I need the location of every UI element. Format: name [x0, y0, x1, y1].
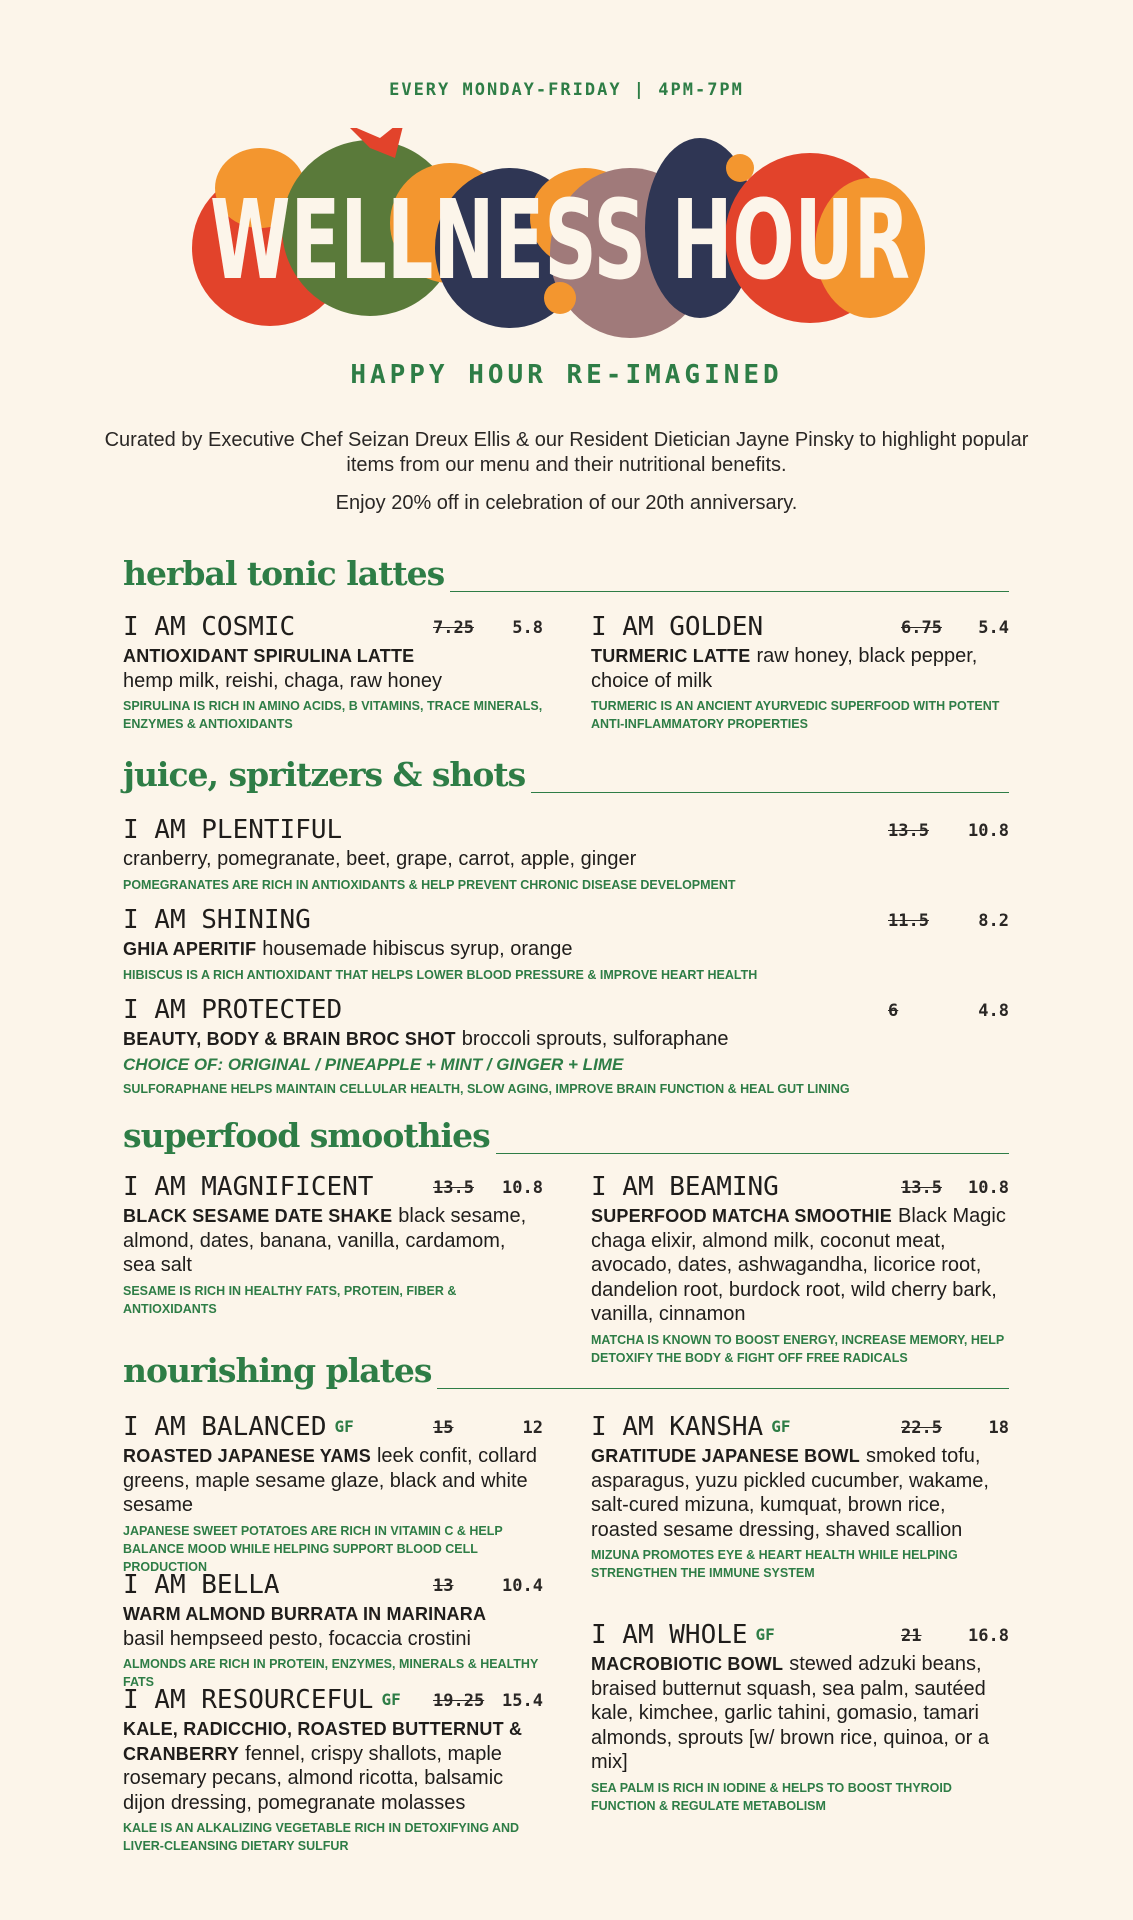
nutrition-note: TURMERIC IS AN ANCIENT AYURVEDIC SUPERFOOD WITH POTENT ANTI-INFLAMMATORY PROPERTIES — [591, 699, 1000, 731]
section-title: herbal tonic lattes — [123, 556, 450, 592]
item-subtitle: TURMERIC LATTE — [591, 646, 751, 666]
price: 8.2 — [978, 911, 1009, 931]
item-name: I AM SHINING — [123, 905, 311, 935]
section-herbal-tonic-lattes — [123, 556, 1009, 592]
nutrition-note: MATCHA IS KNOWN TO BOOST ENERGY, INCREASE MEMORY, HELP DETOXIFY THE BODY & FIGHT OFF FREE RADICALS — [591, 1332, 1004, 1365]
price: 10.8 — [502, 1178, 543, 1198]
item-name: I AM BEAMING — [591, 1172, 779, 1202]
old-price: 11.5 — [888, 911, 929, 931]
logo-text: WELLNESS HOUR — [210, 176, 910, 304]
nutrition-note: POMEGRANATES ARE RICH IN ANTIOXIDANTS & HELP PREVENT CHRONIC DISEASE DEVELOPMENT — [123, 877, 736, 892]
menu-item-bella — [123, 1570, 543, 1691]
item-description: raw honey, black pepper, choice of milk — [591, 645, 978, 692]
item-name: I AM RESOURCEFUL — [123, 1685, 374, 1715]
subtitle: HAPPY HOUR RE-IMAGINED — [350, 360, 783, 390]
price: 18 — [988, 1418, 1009, 1438]
nutrition-note: SESAME IS RICH IN HEALTHY FATS, PROTEIN, FIBER & ANTIOXIDANTS — [123, 1283, 457, 1316]
price: 10.8 — [968, 1178, 1009, 1198]
item-description: leek confit, collard greens, maple sesame glaze, black and white sesame — [123, 1445, 538, 1516]
item-subtitle: ROASTED JAPANESE YAMS — [123, 1446, 371, 1466]
item-subtitle: WARM ALMOND BURRATA IN MARINARA — [123, 1604, 487, 1624]
old-price: 21 — [901, 1626, 922, 1646]
section-title: superfood smoothies — [123, 1118, 496, 1154]
item-subtitle: MACROBIOTIC BOWL — [591, 1654, 784, 1674]
menu-item-balanced — [123, 1412, 543, 1576]
old-price: 22.5 — [901, 1418, 942, 1438]
wellness-hour-logo — [180, 128, 940, 338]
item-name: I AM BALANCED — [123, 1412, 327, 1442]
menu-item-golden — [591, 612, 1009, 733]
item-name: I AM BELLA — [123, 1570, 280, 1600]
item-name: I AM PROTECTED — [123, 995, 343, 1025]
section-nourishing-plates — [123, 1353, 1009, 1389]
nutrition-note: SULFORAPHANE HELPS MAINTAIN CELLULAR HEALTH, SLOW AGING, IMPROVE BRAIN FUNCTION & HEAL GUT LINING — [123, 1081, 850, 1096]
item-name: I AM WHOLE — [591, 1620, 748, 1650]
item-description: housemade hibiscus syrup, orange — [262, 938, 573, 960]
item-description: broccoli sprouts, sulforaphane — [461, 1028, 729, 1050]
old-price: 13.5 — [901, 1178, 942, 1198]
price: 10.8 — [968, 821, 1009, 841]
gluten-free-badge: GF — [334, 1417, 354, 1436]
old-price: 7.25 — [433, 618, 474, 638]
item-description: smoked tofu, asparagus, yuzu pickled cucumber, wakame, salt-cured mizuna, kumquat, brown rice, roasted sesame dressing, shaved scallion — [591, 1445, 989, 1541]
nutrition-note: HIBISCUS IS A RICH ANTIOXIDANT THAT HELPS LOWER BLOOD PRESSURE & IMPROVE HEART HEALTH — [123, 967, 758, 982]
menu-item-magnificent — [123, 1172, 543, 1318]
old-price: 15 — [433, 1418, 454, 1438]
item-description: basil hempseed pesto, focaccia crostini — [123, 1627, 471, 1650]
item-subtitle: SUPERFOOD MATCHA SMOOTHIE — [591, 1206, 892, 1226]
item-name: I AM MAGNIFICENT — [123, 1172, 374, 1202]
item-description: Black Magic chaga elixir, almond milk, coconut meat, avocado, dates, ashwagandha, licorice root, dandelion root, burdock root, wild cherry bark, vanilla, cinnamon — [591, 1205, 1006, 1325]
section-title: juice, spritzers & shots — [123, 757, 531, 793]
menu-item-protected — [123, 995, 1009, 1098]
item-subtitle: GRATITUDE JAPANESE BOWL — [591, 1446, 860, 1466]
old-price: 13 — [433, 1576, 454, 1596]
price: 5.4 — [978, 618, 1009, 638]
item-subtitle: KALE, RADICCHIO, ROASTED BUTTERNUT & CRANBERRY — [123, 1719, 523, 1764]
item-name: I AM KANSHA — [591, 1412, 764, 1442]
price: 10.4 — [502, 1576, 543, 1596]
nutrition-note: SEA PALM IS RICH IN IODINE & HELPS TO BOOST THYROID FUNCTION & REGULATE METABOLISM — [591, 1780, 952, 1813]
price: 4.8 — [978, 1001, 1009, 1021]
item-description: cranberry, pomegranate, beet, grape, carrot, apple, ginger — [123, 848, 637, 870]
old-price: 6.75 — [901, 618, 942, 638]
item-subtitle: BLACK SESAME DATE SHAKE — [123, 1206, 393, 1226]
nutrition-note: SPIRULINA IS RICH IN AMINO ACIDS, B VITAMINS, TRACE MINERALS, ENZYMES & ANTIOXIDANTS — [123, 699, 543, 731]
old-price: 6 — [888, 1001, 899, 1021]
menu-item-shining — [123, 905, 1009, 984]
nutrition-note: JAPANESE SWEET POTATOES ARE RICH IN VITAMIN C & HELP BALANCE MOOD WHILE HELPING SUPPORT BLOOD CELL PRODUCTION — [123, 1523, 503, 1574]
nutrition-note: KALE IS AN ALKALIZING VEGETABLE RICH IN DETOXIFYING AND LIVER-CLEANSING DIETARY SULFUR — [123, 1821, 520, 1853]
menu-item-whole — [591, 1620, 1009, 1815]
item-subtitle: BEAUTY, BODY & BRAIN BROC SHOT — [123, 1029, 456, 1049]
section-juice-spritzers-shots — [123, 757, 1009, 793]
item-description: fennel, crispy shallots, maple rosemary pecans, almond ricotta, balsamic dijon dressing, pomegranate molasses — [123, 1742, 504, 1814]
menu-item-beaming — [591, 1172, 1009, 1367]
old-price: 13.5 — [888, 821, 929, 841]
item-description: black sesame, almond, dates, banana, vanilla, cardamom, sea salt — [123, 1205, 527, 1276]
nutrition-note: ALMONDS ARE RICH IN PROTEIN, ENZYMES, MINERALS & HEALTHY FATS — [123, 1657, 539, 1689]
flavor-choices: CHOICE OF: ORIGINAL / PINEAPPLE + MINT / GINGER + LIME — [123, 1054, 624, 1074]
price: 15.4 — [502, 1691, 543, 1711]
anniversary-text: Enjoy 20% off in celebration of our 20th anniversary. — [335, 492, 798, 514]
menu-item-plentiful — [123, 815, 1009, 894]
gluten-free-badge: GF — [771, 1417, 791, 1436]
schedule-tagline: EVERY MONDAY-FRIDAY | 4PM-7PM — [389, 80, 744, 100]
item-subtitle: ANTIOXIDANT SPIRULINA LATTE — [123, 646, 415, 666]
item-name: I AM COSMIC — [123, 612, 296, 642]
section-superfood-smoothies — [123, 1118, 1009, 1154]
gluten-free-badge: GF — [381, 1690, 401, 1709]
item-name: I AM PLENTIFUL — [123, 815, 343, 845]
menu-item-cosmic — [123, 612, 543, 733]
price: 5.8 — [512, 618, 543, 638]
item-description: stewed adzuki beans, braised butternut squash, sea palm, sautéed kale, kimchee, garlic tahini, gomasio, tamari almonds, sprouts [w/ brown rice, quinoa, or a mix] — [591, 1653, 989, 1773]
item-name: I AM GOLDEN — [591, 612, 764, 642]
gluten-free-badge: GF — [755, 1625, 775, 1644]
nutrition-note: MIZUNA PROMOTES EYE & HEART HEALTH WHILE HELPING STRENGTHEN THE IMMUNE SYSTEM — [591, 1548, 958, 1580]
price: 16.8 — [968, 1626, 1009, 1646]
item-subtitle: GHIA APERITIF — [123, 939, 257, 959]
menu-item-resourceful — [123, 1685, 543, 1855]
intro-text: Curated by Executive Chef Seizan Dreux Ellis & our Resident Dietician Jayne Pinsky to highlight popular items from our menu and their nutritional benefits. — [104, 429, 1029, 476]
menu-item-kansha — [591, 1412, 1009, 1582]
section-title: nourishing plates — [123, 1353, 437, 1389]
old-price: 13.5 — [433, 1178, 474, 1198]
price: 12 — [522, 1418, 543, 1438]
item-description: hemp milk, reishi, chaga, raw honey — [123, 669, 443, 692]
old-price: 19.25 — [433, 1691, 485, 1711]
